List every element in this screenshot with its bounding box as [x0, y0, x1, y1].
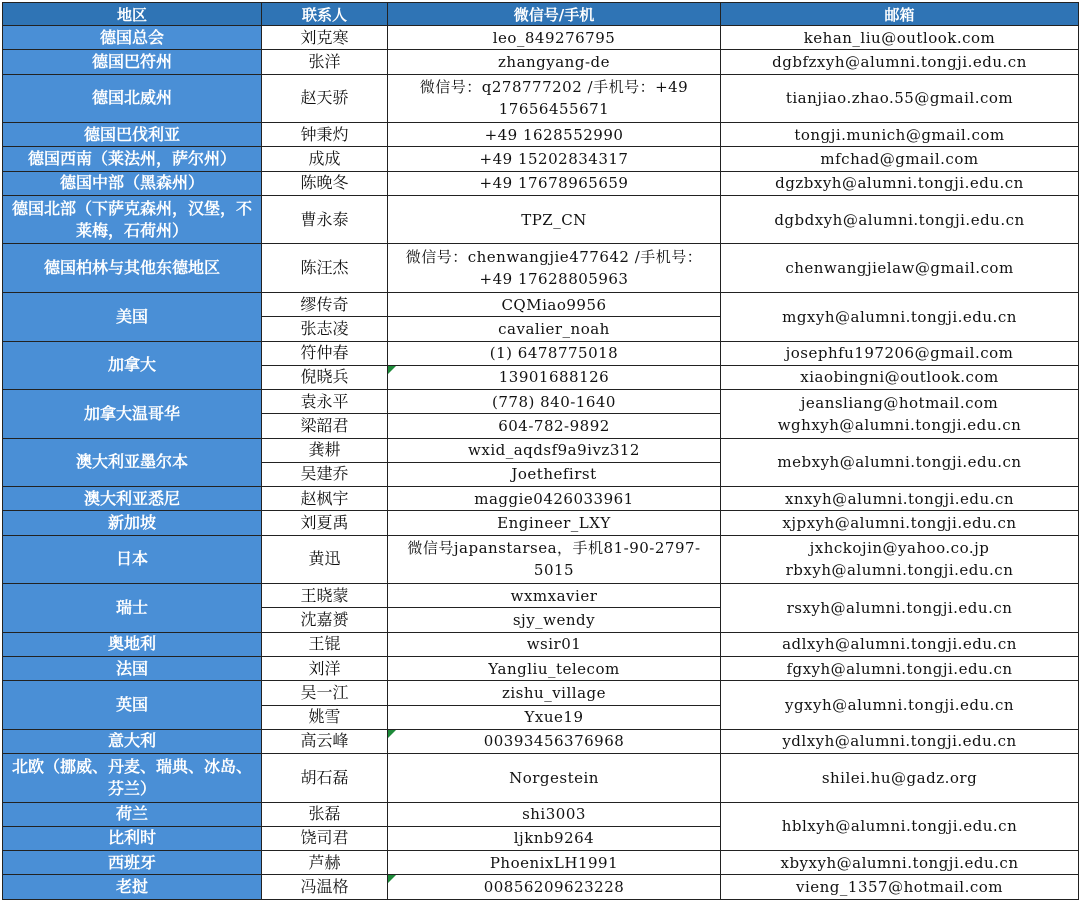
region-cell: 新加坡	[3, 511, 262, 535]
email-cell[interactable]	[721, 438, 1079, 487]
contact-name: 缪传奇	[262, 292, 388, 316]
email-cell[interactable]: xiaobingni@outlook.com	[721, 365, 1079, 389]
email-address[interactable]: adlxyh@alumni.tongji.edu.cn	[782, 635, 1017, 654]
table-row	[3, 729, 1079, 753]
wechat-phone: cavalier_noah	[388, 317, 721, 341]
header-row	[3, 3, 1079, 26]
wechat-phone: 微信号：chenwangjie477642 /手机号：+49 17628805963	[388, 244, 721, 293]
region-cell: 德国巴伐利亚	[3, 123, 262, 147]
region-cell: 德国柏林与其他东德地区	[3, 244, 262, 293]
region-cell: 法国	[3, 656, 262, 680]
wechat-phone: +49 15202834317	[388, 147, 721, 171]
wechat-phone: Yxue19	[388, 705, 721, 729]
region-cell: 加拿大温哥华	[3, 390, 262, 439]
wechat-phone: PhoenixLH1991	[388, 851, 721, 875]
contact-name: 刘洋	[262, 656, 388, 680]
email-cell[interactable]	[721, 729, 1079, 753]
wechat-phone: 00393456376968	[388, 729, 721, 753]
email-cell[interactable]	[721, 292, 1079, 341]
region-cell: 加拿大	[3, 341, 262, 390]
email-cell[interactable]	[721, 26, 1079, 50]
email-address[interactable]: chenwangjielaw@gmail.com	[785, 259, 1014, 278]
email-cell[interactable]	[721, 50, 1079, 74]
wechat-phone: Engineer_LXY	[388, 511, 721, 535]
email-cell[interactable]	[721, 487, 1079, 511]
header-region: 地区	[3, 3, 262, 26]
email-cell[interactable]	[721, 511, 1079, 535]
email-cell[interactable]	[721, 584, 1079, 633]
email-address[interactable]: xbyxyh@alumni.tongji.edu.cn	[780, 853, 1019, 872]
email-address[interactable]: kehan_liu@outlook.com	[803, 28, 996, 47]
contact-name: 成成	[262, 147, 388, 171]
contact-name: 张洋	[262, 50, 388, 74]
table-row	[3, 802, 1079, 826]
table-row	[3, 875, 1079, 900]
wechat-phone: wxid_aqdsf9a9ivz312	[388, 438, 721, 462]
email-address[interactable]: jxhckojin@yahoo.co.jp	[809, 539, 990, 558]
contact-name: 姚雪	[262, 705, 388, 729]
region-cell: 意大利	[3, 729, 262, 753]
wechat-phone: TPZ_CN	[388, 195, 721, 244]
region-cell: 德国北威州	[3, 74, 262, 123]
contact-name: 梁韶君	[262, 414, 388, 438]
email-address[interactable]: rsxyh@alumni.tongji.edu.cn	[786, 598, 1013, 617]
email-address[interactable]: mfchad@gmail.com	[820, 149, 979, 168]
region-cell: 老挝	[3, 875, 262, 900]
table-row	[3, 584, 1079, 608]
email-address[interactable]: dgbfzxyh@alumni.tongji.edu.cn	[772, 52, 1027, 71]
email-address[interactable]: hblxyh@alumni.tongji.edu.cn	[781, 817, 1018, 836]
email-cell[interactable]	[721, 244, 1079, 293]
region-cell: 德国西南（莱法州，萨尔州）	[3, 147, 262, 171]
region-cell: 德国北部（下萨克森州，汉堡，不莱梅，石荷州）	[3, 195, 262, 244]
email-address[interactable]: vieng_1357@hotmail.com	[796, 878, 1003, 897]
contact-name: 冯温格	[262, 875, 388, 900]
email-cell[interactable]	[721, 875, 1079, 900]
email-cell[interactable]	[721, 656, 1079, 680]
wechat-phone: 13901688126	[388, 365, 721, 389]
region-cell: 美国	[3, 292, 262, 341]
table-row	[3, 292, 1079, 316]
table-row	[3, 341, 1079, 365]
table-row	[3, 147, 1079, 171]
email-cell[interactable]	[721, 171, 1079, 195]
wechat-phone: 微信号japanstarsea，手机81-90-2797-5015	[388, 535, 721, 584]
contact-name: 钟秉灼	[262, 123, 388, 147]
wechat-phone: (1) 6478775018	[388, 341, 721, 365]
wechat-phone: ljknb9264	[388, 826, 721, 850]
header-email: 邮箱	[721, 3, 1079, 26]
table-row	[3, 656, 1079, 680]
email-cell[interactable]	[721, 754, 1079, 803]
email-address[interactable]: ygxyh@alumni.tongji.edu.cn	[784, 696, 1015, 714]
email-cell[interactable]	[721, 123, 1079, 147]
wechat-phone: shi3003	[388, 802, 721, 826]
region-cell: 英国	[3, 681, 262, 730]
email-address[interactable]: xjpxyh@alumni.tongji.edu.cn	[782, 513, 1017, 532]
wechat-phone: 00856209623228	[388, 875, 721, 900]
contact-name: 赵天骄	[262, 74, 388, 123]
table-row	[3, 26, 1079, 50]
email-cell[interactable]	[721, 147, 1079, 171]
table-row	[3, 487, 1079, 511]
email-address[interactable]: wghxyh@alumni.tongji.edu.cn	[777, 415, 1022, 434]
header-wechat-phone: 微信号/手机	[388, 3, 721, 26]
wechat-phone: sjy_wendy	[388, 608, 721, 632]
wechat-phone: +49 17678965659	[388, 171, 721, 195]
table-row	[3, 851, 1079, 875]
wechat-phone: CQMiao9956	[388, 292, 721, 316]
email-address[interactable]: dgzbxyh@alumni.tongji.edu.cn	[775, 174, 1024, 193]
table-row	[3, 50, 1079, 74]
contact-name: 陈晚冬	[262, 171, 388, 195]
alumni-contact-table	[2, 2, 1079, 900]
table-row	[3, 171, 1079, 195]
contact-name: 饶司君	[262, 826, 388, 850]
email-address[interactable]: tongji.munich@gmail.com	[794, 125, 1005, 144]
contact-name: 刘克寒	[262, 26, 388, 50]
contact-name: 张志凌	[262, 317, 388, 341]
region-cell: 荷兰	[3, 802, 262, 826]
region-cell: 澳大利亚悉尼	[3, 487, 262, 511]
region-cell: 德国巴符州	[3, 50, 262, 74]
email-cell[interactable]	[721, 390, 1079, 439]
table-row	[3, 74, 1079, 123]
email-cell[interactable]	[721, 802, 1079, 851]
contact-name: 符仲春	[262, 341, 388, 365]
region-cell: 西班牙	[3, 851, 262, 875]
email-cell[interactable]	[721, 681, 1079, 730]
table-row	[3, 438, 1079, 462]
contact-name: 袁永平	[262, 390, 388, 414]
email-cell[interactable]: josephfu197206@gmail.com	[721, 341, 1079, 365]
table-row	[3, 244, 1079, 293]
wechat-phone: Norgestein	[388, 754, 721, 803]
region-cell: 比利时	[3, 826, 262, 850]
email-cell[interactable]	[721, 632, 1079, 656]
region-cell: 奥地利	[3, 632, 262, 656]
table-row	[3, 511, 1079, 535]
email-address[interactable]: xnxyh@alumni.tongji.edu.cn	[784, 489, 1015, 508]
table-row	[3, 195, 1079, 244]
wechat-phone: wsir01	[388, 632, 721, 656]
email-cell[interactable]	[721, 195, 1079, 244]
header-contact: 联系人	[262, 3, 388, 26]
contact-name: 吴建乔	[262, 462, 388, 486]
contact-name: 吴一江	[262, 681, 388, 705]
email-address[interactable]: shilei.hu@gadz.org	[821, 768, 978, 787]
contact-name: 王晓蒙	[262, 584, 388, 608]
contact-name: 黄迅	[262, 535, 388, 584]
email-address[interactable]: jeansliang@hotmail.com	[800, 393, 999, 412]
wechat-phone: Joethefirst	[388, 462, 721, 486]
contact-name: 赵枫宇	[262, 487, 388, 511]
region-cell: 澳大利亚墨尔本	[3, 438, 262, 487]
region-cell: 日本	[3, 535, 262, 584]
table-row	[3, 681, 1079, 705]
wechat-phone: leo_849276795	[388, 26, 721, 50]
contact-name: 刘夏禹	[262, 511, 388, 535]
contact-name: 胡石磊	[262, 754, 388, 803]
table-row	[3, 535, 1079, 584]
email-address[interactable]: mgxyh@alumni.tongji.edu.cn	[782, 307, 1017, 326]
wechat-phone: maggie0426033961	[388, 487, 721, 511]
contact-name: 曹永泰	[262, 195, 388, 244]
email-cell[interactable]	[721, 535, 1079, 584]
wechat-phone: Yangliu_telecom	[388, 656, 721, 680]
wechat-phone: +49 1628552990	[388, 123, 721, 147]
contact-name: 高云峰	[262, 729, 388, 753]
wechat-phone: zhangyang-de	[388, 50, 721, 74]
email-address[interactable]: fgxyh@alumni.tongji.edu.cn	[786, 659, 1013, 678]
table-row	[3, 632, 1079, 656]
region-cell: 瑞士	[3, 584, 262, 633]
contact-name: 芦赫	[262, 851, 388, 875]
region-cell: 北欧（挪威、丹麦、瑞典、冰岛、芬兰）	[3, 754, 262, 803]
table-row	[3, 754, 1079, 803]
contact-name: 龚耕	[262, 438, 388, 462]
email-address[interactable]: rbxyh@alumni.tongji.edu.cn	[785, 561, 1014, 580]
wechat-phone: zishu_village	[388, 681, 721, 705]
region-cell: 德国总会	[3, 26, 262, 50]
table-row	[3, 123, 1079, 147]
region-cell: 德国中部（黑森州）	[3, 171, 262, 195]
wechat-phone: 微信号：q278777202 /手机号：+49 17656455671	[388, 74, 721, 123]
contact-name: 王锟	[262, 632, 388, 656]
email-address[interactable]: tianjiao.zhao.55@gmail.com	[785, 89, 1014, 108]
email-address[interactable]: dgbdxyh@alumni.tongji.edu.cn	[774, 210, 1025, 229]
email-cell[interactable]	[721, 74, 1079, 123]
contact-name: 张磊	[262, 802, 388, 826]
email-cell[interactable]	[721, 851, 1079, 875]
contact-name: 陈汪杰	[262, 244, 388, 293]
email-address[interactable]: mebxyh@alumni.tongji.edu.cn	[777, 453, 1022, 472]
wechat-phone: (778) 840-1640	[388, 390, 721, 414]
table-row	[3, 390, 1079, 414]
wechat-phone: 604-782-9892	[388, 414, 721, 438]
table-body	[3, 26, 1079, 900]
contact-name: 倪晓兵	[262, 365, 388, 389]
contact-name: 沈嘉赟	[262, 608, 388, 632]
wechat-phone: wxmxavier	[388, 584, 721, 608]
email-address[interactable]: ydlxyh@alumni.tongji.edu.cn	[782, 732, 1017, 751]
